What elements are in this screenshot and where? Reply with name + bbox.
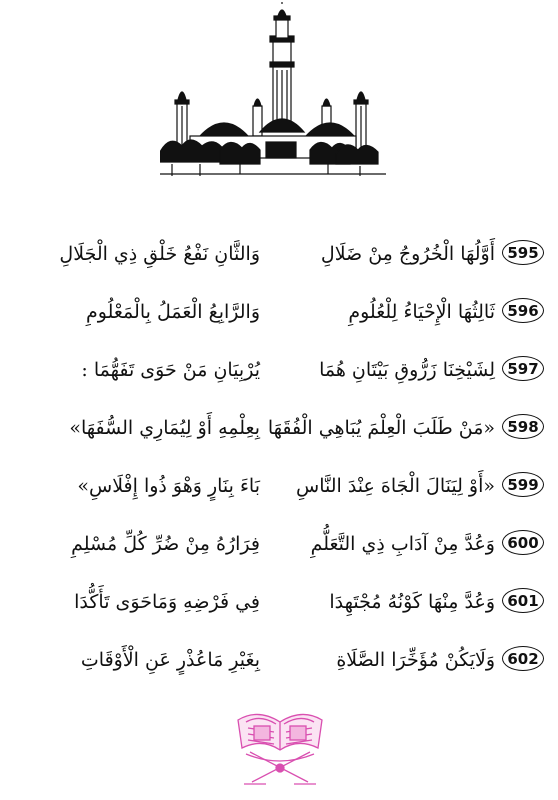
verse-second-hemistich: بَاءَ بِنَارٍ وَهْوَ ذُوا إِفْلَاسِ» bbox=[77, 475, 260, 497]
verse-first-hemistich: وَعُدَّ مِنْهَا كَوْنُهُ مُجْتَهِدَا bbox=[329, 591, 495, 613]
verse-first-hemistich: وَلَايَكُنْ مُؤَخِّرَا الصَّلَاةِ bbox=[336, 649, 495, 671]
verse-row bbox=[0, 644, 558, 694]
verse-number: 596 bbox=[502, 298, 544, 323]
verse-number: 599 bbox=[502, 472, 544, 497]
verse-number: 597 bbox=[502, 356, 544, 381]
verse-number: 601 bbox=[502, 588, 544, 613]
verse-first-hemistich: «أَوْ لِيَنَالَ الْجَاهَ عِنْدَ النَّاسِ bbox=[296, 475, 495, 497]
verse-row bbox=[0, 528, 558, 578]
verse-row bbox=[0, 296, 558, 346]
verse-second-hemistich: وَالرَّابِعُ الْعَمَلُ بِالْمَعْلُومِ bbox=[86, 301, 260, 323]
verse-first-hemistich: وَعُدَّ مِنْ آدَابِ ذِي التَّعَلُّمِ bbox=[310, 533, 495, 555]
verse-number: 602 bbox=[502, 646, 544, 671]
verse-number: 600 bbox=[502, 530, 544, 555]
verse-row bbox=[0, 470, 558, 520]
verse-second-hemistich: بِغَيْرِ مَاعُذْرٍ عَنِ الْأَوْقَاتِ bbox=[80, 649, 260, 671]
verse-number: 595 bbox=[502, 240, 544, 265]
verse-row bbox=[0, 586, 558, 636]
verse-row bbox=[0, 412, 558, 462]
verse-first-hemistich: ثَالِثُهَا الْإِحْيَاءُ لِلْعُلُومِ bbox=[348, 301, 495, 323]
quran-stand-icon bbox=[228, 698, 332, 790]
verse-second-hemistich: وَالثَّانِ نَفْعُ خَلْقِ ذِي الْجَلَالِ bbox=[59, 243, 260, 265]
verse-first-hemistich: «مَنْ طَلَبَ الْعِلْمَ يُبَاهِي الْفُقَهَا bbox=[267, 417, 495, 439]
mosque-icon bbox=[160, 2, 386, 180]
verse-second-hemistich: فِي فَرْضِهِ وَمَاحَوَى تَأَكُّدَا bbox=[74, 591, 260, 613]
verse-second-hemistich: يُرْبِيَانِ مَنْ حَوَى تَفَهُّمَا : bbox=[81, 359, 260, 381]
verse-second-hemistich: بِعِلْمِهِ أَوْ لِيُمَارِي السُّفَهَا» bbox=[69, 417, 260, 439]
verse-row bbox=[0, 354, 558, 404]
verse-row bbox=[0, 238, 558, 288]
verse-first-hemistich: أَوَّلُهَا الْخُرُوجُ مِنْ ضَلَالِ bbox=[320, 243, 495, 265]
verse-second-hemistich: فِرَارُهُ مِنْ ضُرِّ كُلِّ مُسْلِمِ bbox=[71, 533, 260, 555]
verse-first-hemistich: لِشَيْخِنَا زَرُّوقِ بَيْتَانِ هُمَا bbox=[319, 359, 495, 381]
verse-number: 598 bbox=[502, 414, 544, 439]
